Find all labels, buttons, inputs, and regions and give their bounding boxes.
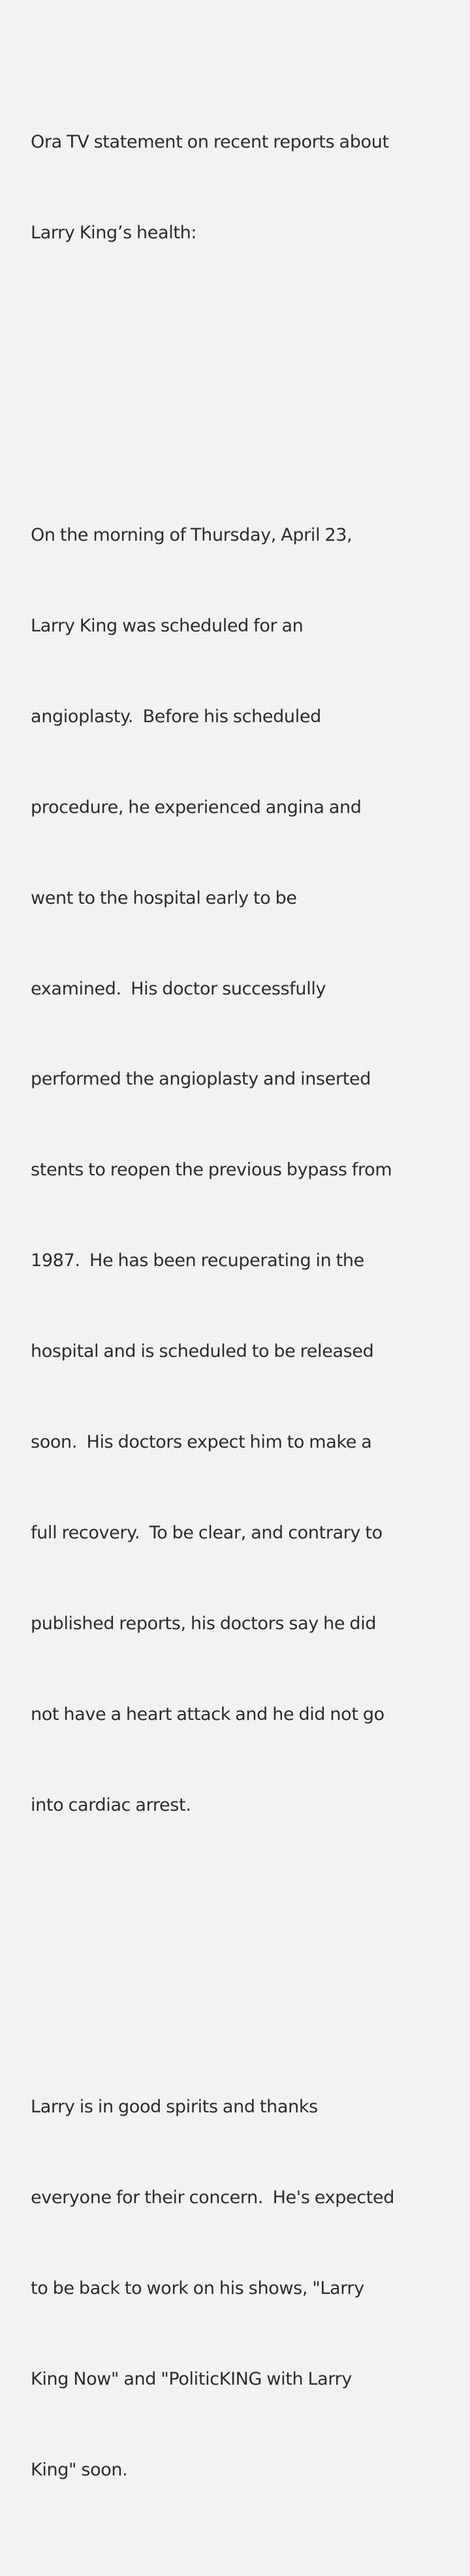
paragraph-line: performed the angioplasty and inserted [31,1069,371,1090]
paragraph-line: King Now" and "PoliticKING with Larry [31,2369,352,2390]
paragraph-line: King" soon. [31,2460,128,2481]
paragraph-line: procedure, he experienced angina and [31,797,362,818]
paragraph-gap [31,1941,448,1971]
title-line: Larry King’s health: [31,223,197,244]
paragraph-line: stents to reopen the previous bypass from [31,1160,392,1181]
paragraph-line: examined. His doctor successfully [31,978,326,999]
paragraph-line: Larry is in good spirits and thanks [31,2097,318,2118]
paragraph-line: to be back to work on his shows, "Larry [31,2278,364,2299]
statement-paragraph-1 [31,460,448,1881]
paragraph-line: On the morning of Thursday, April 23, [31,525,352,546]
paragraph-line: published reports, his doctors say he did [31,1613,377,1634]
paragraph-line: soon. His doctors expect him to make a [31,1431,372,1452]
paragraph-line: 1987. He has been recuperating in the [31,1250,364,1271]
paragraph-line: went to the hospital early to be [31,887,297,908]
paragraph-line: into cardiac arrest. [31,1794,191,1815]
paragraph-line: not have a heart attack and he did not go [31,1704,384,1725]
paragraph-line: Larry King was scheduled for an [31,615,304,636]
paragraph-gap [31,370,448,400]
statement-paragraph-2 [31,2032,448,2546]
paragraph-line: hospital and is scheduled to be released [31,1341,374,1362]
paragraph-line: everyone for their concern. He's expected [31,2187,395,2208]
paragraph-line: angioplasty. Before his scheduled [31,706,321,727]
statement-title [31,67,448,309]
statement-note [31,7,448,2576]
title-line: Ora TV statement on recent reports about [31,132,389,153]
paragraph-line: full recovery. To be clear, and contrary to [31,1522,383,1543]
